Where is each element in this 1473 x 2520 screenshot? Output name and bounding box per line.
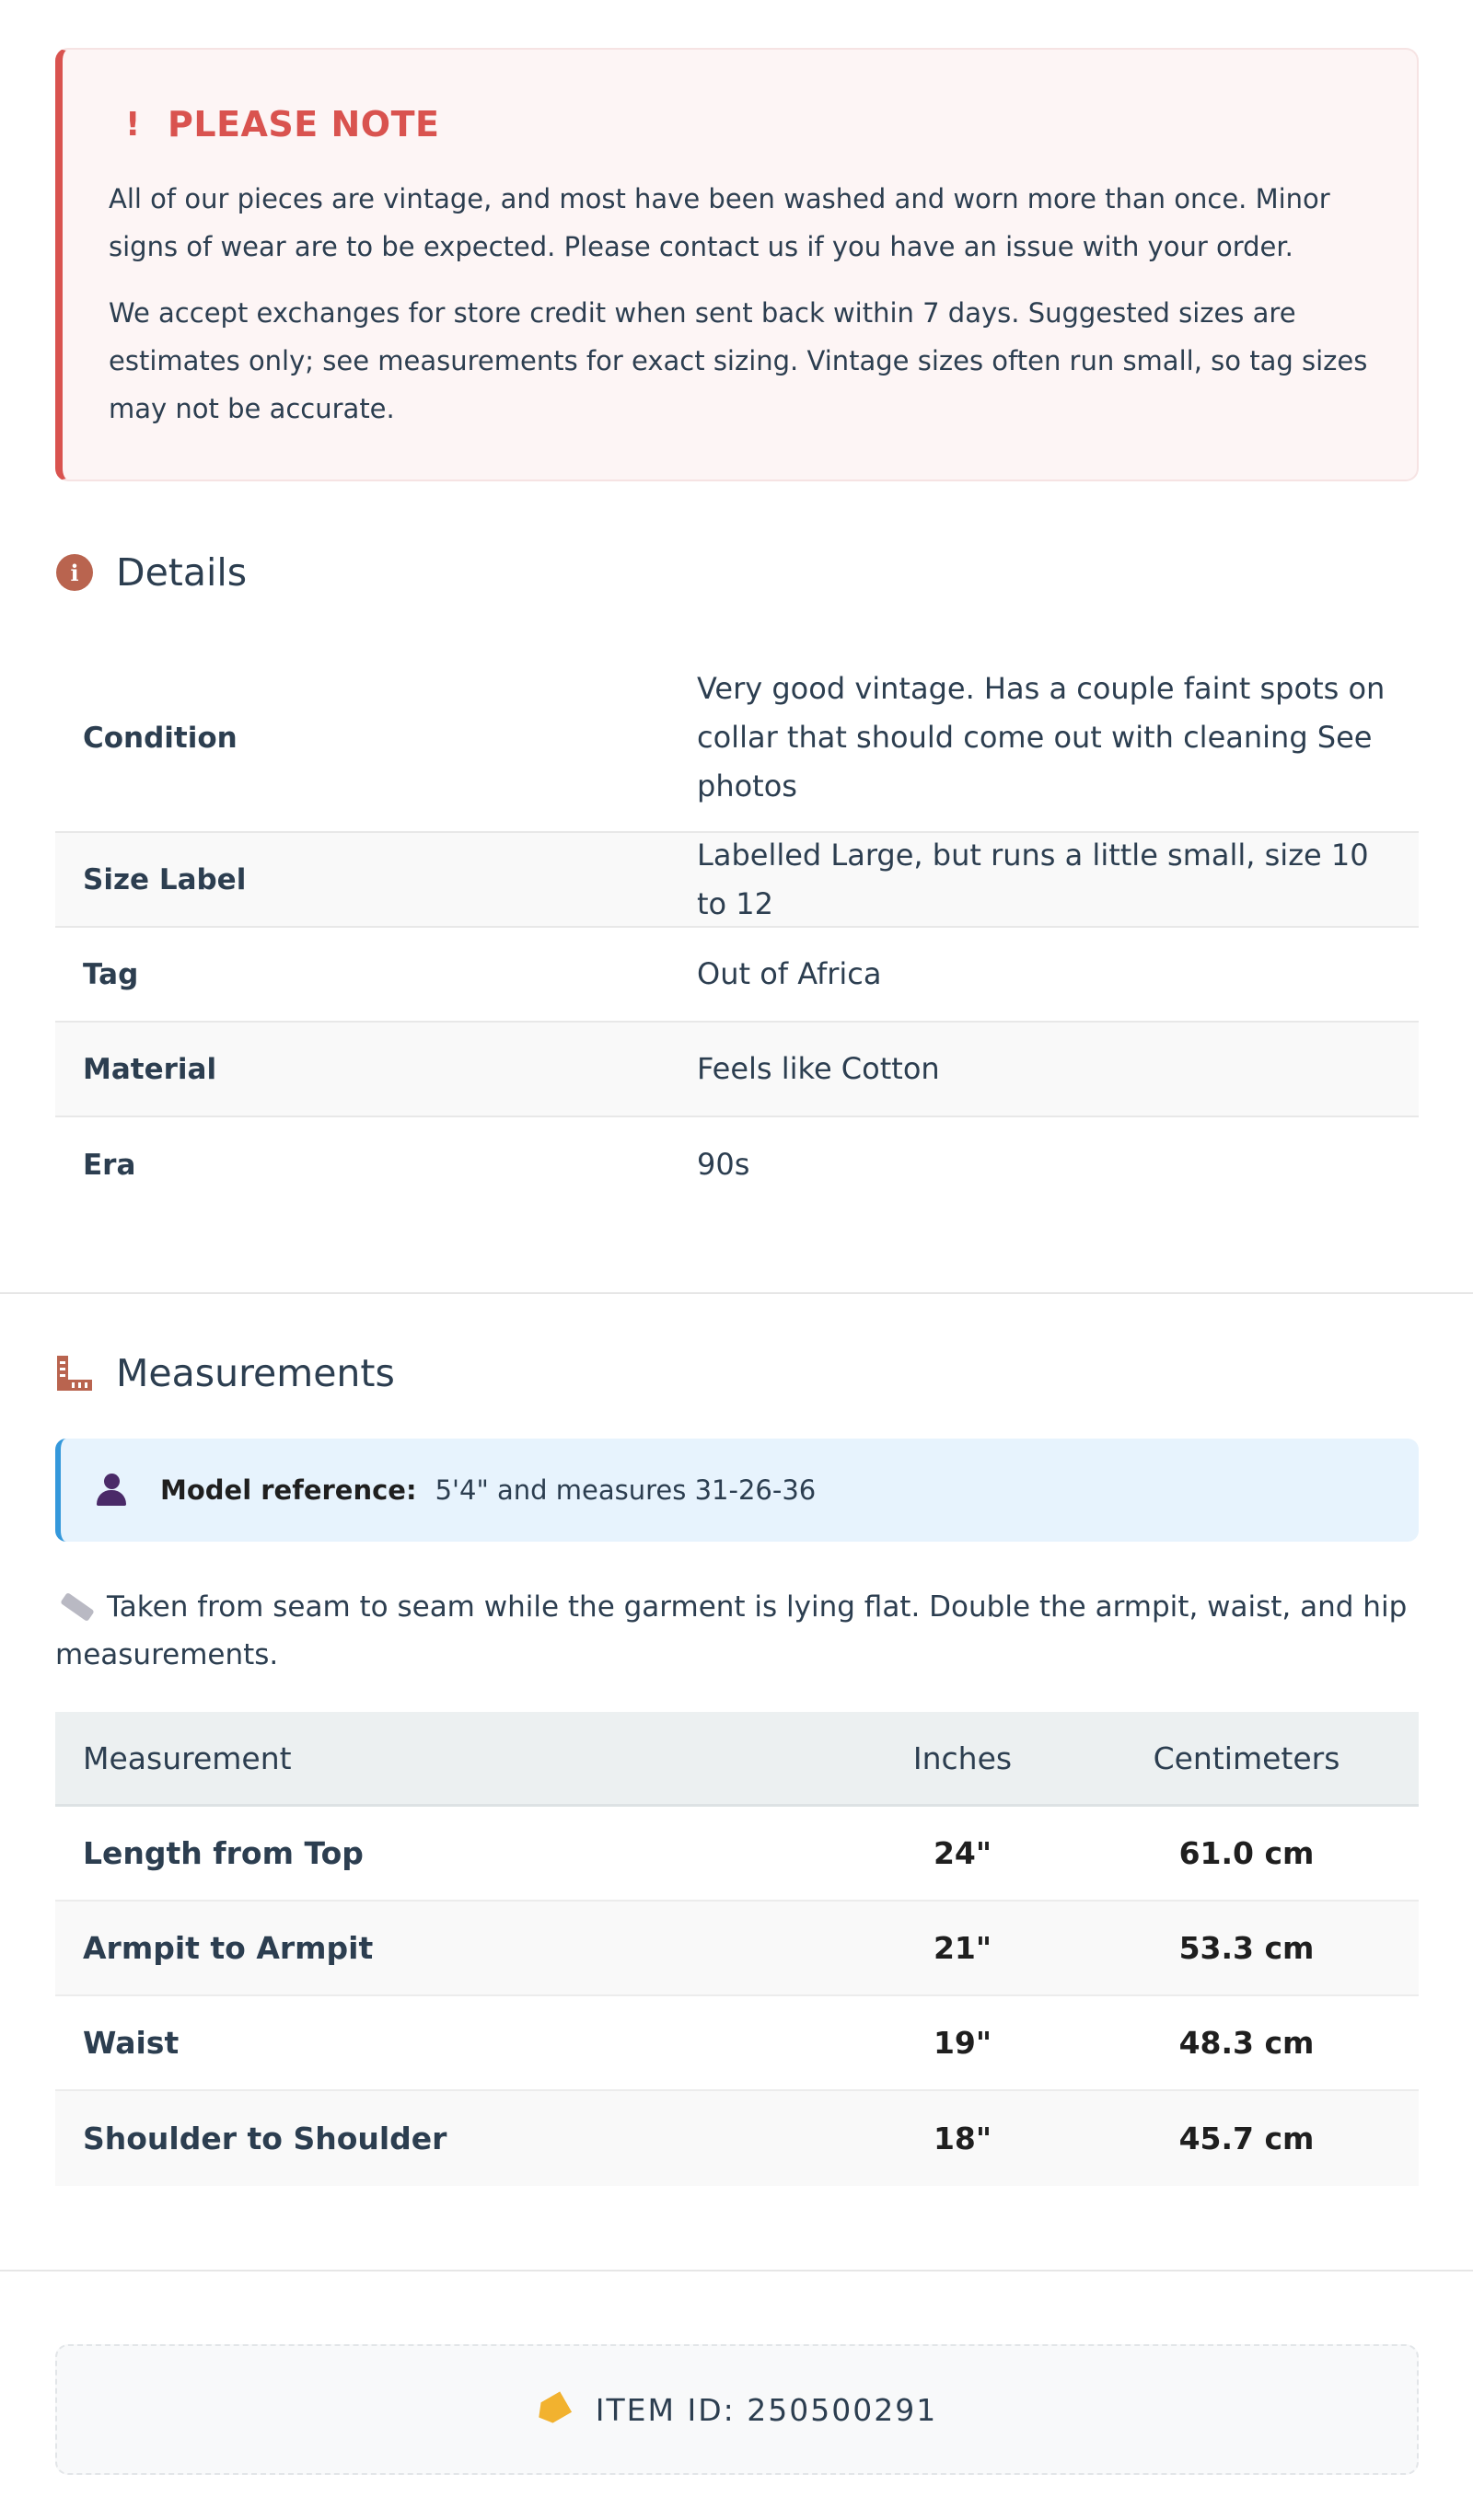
measurement-name: Armpit to Armpit [83, 1930, 374, 1966]
details-label: Material [83, 1052, 217, 1086]
details-row-material [55, 1023, 1419, 1117]
details-row-size-label [55, 833, 1419, 928]
table-row [55, 2091, 1419, 2186]
details-header [55, 545, 247, 600]
measurement-cm: 53.3 cm [1178, 1930, 1315, 1966]
please-note-box [55, 48, 1419, 481]
details-value: Out of Africa [697, 956, 882, 991]
measurement-inches: 18" [933, 2121, 992, 2156]
details-row-condition [55, 644, 1419, 833]
details-value: Feels like Cotton [697, 1051, 940, 1086]
header-centimeters: Centimeters [1153, 1740, 1340, 1776]
details-label: Condition [83, 721, 238, 755]
measurement-cm: 61.0 cm [1178, 1835, 1315, 1871]
details-value: 90s [697, 1147, 750, 1182]
details-value: Labelled Large, but runs a little small, size 10 to 12 [697, 837, 1369, 921]
section-divider [0, 1292, 1473, 1294]
person-icon [96, 1474, 127, 1507]
ruler-icon [55, 1354, 94, 1393]
tag-icon [533, 2391, 572, 2428]
exclamation-icon: ! [125, 105, 141, 144]
measurement-name: Length from Top [83, 1835, 364, 1871]
table-header-row [55, 1712, 1419, 1807]
section-divider [0, 2270, 1473, 2271]
measurement-inches: 21" [933, 1930, 992, 1966]
measurement-cm: 45.7 cm [1178, 2121, 1315, 2156]
table-row [55, 1996, 1419, 2091]
measurements-header [55, 1346, 395, 1401]
model-reference-value: 5'4" and measures 31-26-36 [435, 1474, 817, 1506]
notice-paragraph-2: We accept exchanges for store credit when sent back within 7 days. Suggested sizes are estimates only; see measurements for exact sizing. Vintage sizes often run small, so tag sizes may not be accurate. [109, 297, 1368, 424]
details-table [55, 644, 1419, 1212]
measurement-inches: 19" [933, 2025, 992, 2061]
details-title: Details [116, 550, 248, 595]
measurements-title: Measurements [116, 1351, 395, 1395]
measurement-cm: 48.3 cm [1178, 2025, 1315, 2061]
straight-ruler-icon [60, 1591, 95, 1621]
info-icon: i [55, 553, 94, 592]
details-row-tag [55, 928, 1419, 1023]
item-id-box [55, 2344, 1419, 2475]
measurement-note-text: Taken from seam to seam while the garment is lying flat. Double the armpit, waist, and hip measurements. [55, 1590, 1408, 1671]
measurement-inches: 24" [933, 1835, 992, 1871]
model-reference-box [55, 1439, 1419, 1542]
details-label: Era [83, 1148, 136, 1182]
header-measurement: Measurement [83, 1740, 292, 1776]
details-label: Size Label [83, 862, 247, 896]
measurements-table [55, 1712, 1419, 2186]
measurement-name: Shoulder to Shoulder [83, 2121, 447, 2156]
details-value: Very good vintage. Has a couple faint spots on collar that should come out with cleaning See photos [697, 671, 1386, 803]
notice-paragraph-1: All of our pieces are vintage, and most have been washed and worn more than once. Minor signs of wear are to be expected. Please contact us if you have an issue with your order. [109, 183, 1330, 262]
model-reference-label: Model reference: [160, 1474, 417, 1506]
table-row [55, 1807, 1419, 1902]
details-label: Tag [83, 957, 139, 991]
measurement-note [55, 1583, 1419, 1679]
measurement-name: Waist [83, 2025, 180, 2061]
details-row-era [55, 1117, 1419, 1212]
item-id-text: ITEM ID: 250500291 [595, 2391, 938, 2428]
notice-header [109, 101, 1371, 147]
table-row [55, 1902, 1419, 1996]
header-inches: Inches [912, 1740, 1013, 1776]
notice-title: PLEASE NOTE [168, 104, 440, 144]
